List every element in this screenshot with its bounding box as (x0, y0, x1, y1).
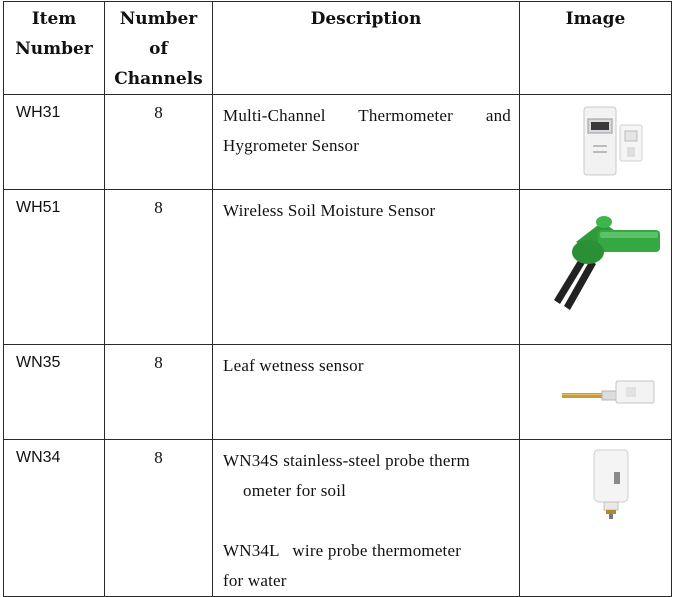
header-item-line1: Item (31, 9, 77, 29)
description-line: ometer for soil (243, 481, 347, 500)
header-item-number (4, 2, 105, 95)
header-row (4, 2, 672, 95)
description-text: Multi-Channel Thermometer and Hygrometer Sensor (223, 106, 511, 155)
header-channels-line2: of (149, 39, 168, 59)
channels-cell: 8 (105, 190, 213, 345)
channels-cell: 8 (105, 440, 213, 597)
description-cell (213, 440, 520, 597)
description-cell (213, 190, 520, 345)
image-cell (520, 440, 672, 597)
probe-thermometer-photo (590, 446, 634, 520)
header-item-line2: Number (15, 39, 93, 59)
soil-moisture-sensor-photo (542, 208, 666, 316)
table-row (4, 345, 672, 440)
description-line: for water (223, 571, 287, 590)
image-cell (520, 345, 672, 440)
table-row (4, 190, 672, 345)
header-description: Description (213, 2, 520, 95)
image-cell (520, 190, 672, 345)
table-row (4, 95, 672, 190)
image-cell (520, 95, 672, 190)
header-image: Image (520, 2, 672, 95)
item-number-cell: WN35 (4, 345, 105, 440)
description-text: Leaf wetness sensor (223, 356, 364, 375)
header-channels-line3: Channels (114, 69, 203, 89)
description-text: Wireless Soil Moisture Sensor (223, 201, 436, 220)
description-cell (213, 95, 520, 190)
sensor-table (3, 1, 672, 597)
description-cell (213, 345, 520, 440)
header-number-of-channels (105, 2, 213, 95)
description-line: WN34S stainless-steel probe therm (223, 451, 470, 470)
header-channels-line1: Number (119, 9, 198, 29)
leaf-wetness-sensor-photo (560, 373, 660, 413)
item-number-cell: WN34 (4, 440, 105, 597)
channels-cell: 8 (105, 345, 213, 440)
item-number-cell: WH31 (4, 95, 105, 190)
channels-cell: 8 (105, 95, 213, 190)
item-number-cell: WH51 (4, 190, 105, 345)
description-line: WN34L wire probe thermometer (223, 541, 462, 560)
thermo-hygrometer-sensor-photo (578, 103, 650, 179)
table-row (4, 440, 672, 597)
